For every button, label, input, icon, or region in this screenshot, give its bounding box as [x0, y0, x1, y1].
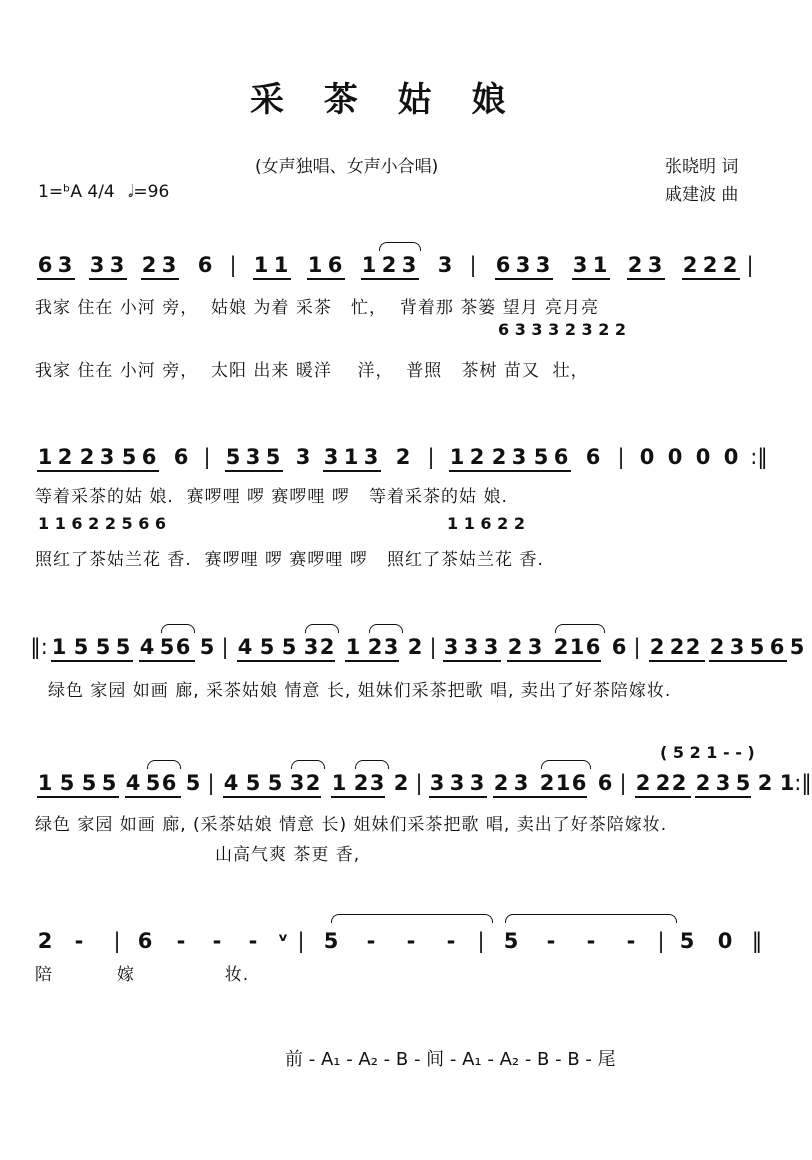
- beam: [125, 796, 181, 798]
- note: 6: [141, 445, 157, 469]
- performance-note: (女声独唱、女声小合唱): [255, 157, 439, 177]
- beam: [141, 278, 179, 280]
- note: 6: [585, 445, 601, 469]
- note: 6: [197, 253, 213, 277]
- final-barline: ‖: [751, 929, 763, 953]
- barline: |: [469, 253, 477, 277]
- note: 2: [493, 771, 509, 795]
- slur: [505, 914, 677, 923]
- slur: [147, 760, 181, 769]
- note: 3: [363, 445, 379, 469]
- note: 1: [253, 253, 269, 277]
- slur: [555, 624, 605, 633]
- beam: [223, 796, 321, 798]
- note: 1: [37, 445, 53, 469]
- note: 5: [225, 445, 241, 469]
- beam: [635, 796, 691, 798]
- note: 2: [491, 445, 507, 469]
- note: 6: [161, 771, 177, 795]
- note: 1: [345, 635, 361, 659]
- slur: [291, 760, 325, 769]
- beam: [51, 660, 133, 662]
- note: 2: [381, 253, 397, 277]
- beam: [331, 796, 385, 798]
- repeat-start: ‖:: [30, 635, 48, 659]
- note: 2: [655, 771, 671, 795]
- notation-row-4: [35, 768, 812, 802]
- barline: |: [207, 771, 215, 795]
- note: 2: [305, 771, 321, 795]
- beam: [361, 278, 419, 280]
- note: 5: [199, 635, 215, 659]
- note: 3: [109, 253, 125, 277]
- note: 6: [175, 635, 191, 659]
- note: 6: [37, 253, 53, 277]
- beam: [507, 660, 601, 662]
- repeat-end: :‖: [794, 771, 812, 795]
- note: 5: [735, 771, 751, 795]
- note: 5: [145, 771, 161, 795]
- lyric-line-1b: 我家 住在 小河 旁， 太阳 出来 暖洋 洋， 普照 茶树 苗又 壮，: [35, 361, 589, 381]
- note: 2: [539, 771, 555, 795]
- lyric-line-2b: 照红了茶姑兰花 香. 赛啰哩 啰 赛啰哩 啰 照红了茶姑兰花 香.: [35, 550, 544, 570]
- note: 3: [729, 635, 745, 659]
- note: 2: [709, 635, 725, 659]
- song-title: 采 茶 姑 娘: [250, 80, 520, 120]
- notation-row-1: [35, 250, 770, 284]
- note: 1: [273, 253, 289, 277]
- lyric-line-4a: 绿色 家园 如画 廊, (采茶姑娘 情意 长) 姐妹们采茶把歌 唱, 卖出了好茶陪嫁妆.: [35, 815, 668, 835]
- note: 3: [535, 253, 551, 277]
- beam: [253, 278, 291, 280]
- note: 2: [757, 771, 773, 795]
- note: 1: [51, 635, 67, 659]
- slur: [369, 624, 403, 633]
- note: 0: [695, 445, 711, 469]
- alt-notes-2a: 1 1 6 2 2 5 6 6: [38, 514, 167, 533]
- beam: [572, 278, 610, 280]
- note: 3: [449, 771, 465, 795]
- ending-notes: ( 5 2 1 - - ): [660, 743, 755, 762]
- note: 1: [307, 253, 323, 277]
- slur: [331, 914, 493, 923]
- slur: [379, 242, 421, 251]
- note: 5: [789, 635, 805, 659]
- repeat-end: :‖: [750, 445, 768, 469]
- note: 3: [715, 771, 731, 795]
- note: -: [366, 929, 376, 953]
- note: 2: [695, 771, 711, 795]
- note: 5: [73, 635, 89, 659]
- note: 3: [295, 445, 311, 469]
- notation-row-3: [30, 632, 805, 666]
- note: 3: [443, 635, 459, 659]
- note: 1: [37, 771, 53, 795]
- beam: [449, 470, 571, 472]
- breath-mark: ᵛ: [277, 929, 289, 953]
- barline: |: [229, 253, 237, 277]
- note: 1: [555, 771, 571, 795]
- lyric-line-2a: 等着采茶的姑 娘. 赛啰哩 啰 赛啰哩 啰 等着采茶的姑 娘.: [35, 487, 508, 507]
- note: 1: [343, 445, 359, 469]
- barline: |: [477, 929, 485, 953]
- tempo-marking: 𝅗𝅥=96: [128, 182, 170, 202]
- note: 3: [303, 635, 319, 659]
- barline: |: [617, 445, 625, 469]
- note: 2: [702, 253, 718, 277]
- slur: [305, 624, 339, 633]
- lyric-line-3: 绿色 家园 如画 廊, 采茶姑娘 情意 长, 姐妹们采茶把歌 唱, 卖出了好茶陪嫁妆.: [48, 681, 672, 701]
- note: 2: [682, 253, 698, 277]
- beam: [323, 470, 381, 472]
- note: 5: [81, 771, 97, 795]
- note: -: [446, 929, 456, 953]
- note: 3: [437, 253, 453, 277]
- note: 6: [585, 635, 601, 659]
- note: 2: [507, 635, 523, 659]
- note: 5: [159, 635, 175, 659]
- slur: [161, 624, 195, 633]
- note: 3: [369, 771, 385, 795]
- composer-credit: 戚建波 曲: [665, 185, 739, 205]
- note: 4: [223, 771, 239, 795]
- beam: [237, 660, 335, 662]
- note: 2: [353, 771, 369, 795]
- barline: |: [429, 635, 437, 659]
- note: 6: [495, 253, 511, 277]
- note: 3: [289, 771, 305, 795]
- note: 5: [185, 771, 201, 795]
- note: 4: [139, 635, 155, 659]
- note: -: [546, 929, 556, 953]
- note: 0: [639, 445, 655, 469]
- beam: [139, 660, 195, 662]
- note: 3: [513, 771, 529, 795]
- note: 2: [627, 253, 643, 277]
- note: 3: [429, 771, 445, 795]
- beam: [493, 796, 587, 798]
- note: -: [406, 929, 416, 953]
- note: -: [212, 929, 222, 953]
- note: 6: [597, 771, 613, 795]
- note: 3: [527, 635, 543, 659]
- beam: [443, 660, 501, 662]
- slur: [541, 760, 591, 769]
- note: 2: [367, 635, 383, 659]
- note: 3: [89, 253, 105, 277]
- note: 0: [723, 445, 739, 469]
- note: 2: [57, 445, 73, 469]
- note: 5: [267, 771, 283, 795]
- note: 2: [393, 771, 409, 795]
- note: 2: [635, 771, 651, 795]
- note: 2: [469, 445, 485, 469]
- note: 3: [511, 445, 527, 469]
- note: 5: [59, 771, 75, 795]
- beam: [429, 796, 487, 798]
- note: 5: [265, 445, 281, 469]
- barline: |: [746, 253, 754, 277]
- beam: [225, 470, 283, 472]
- note: 6: [571, 771, 587, 795]
- note: 2: [407, 635, 423, 659]
- note: 3: [323, 445, 339, 469]
- note: 1: [779, 771, 795, 795]
- note: 5: [95, 635, 111, 659]
- beam: [307, 278, 345, 280]
- note: 2: [37, 929, 53, 953]
- notation-row-5: [35, 926, 770, 960]
- note: 0: [717, 929, 733, 953]
- beam: [37, 470, 159, 472]
- barline: |: [415, 771, 423, 795]
- lyric-line-4b: 山高气爽 茶更 香,: [215, 845, 361, 865]
- note: -: [74, 929, 84, 953]
- note: 5: [503, 929, 519, 953]
- key-signature: 1=ᵇA 4/4: [38, 182, 115, 202]
- note: 2: [319, 635, 335, 659]
- note: 6: [553, 445, 569, 469]
- beam: [627, 278, 665, 280]
- note: 5: [679, 929, 695, 953]
- note: 3: [463, 635, 479, 659]
- note: 4: [125, 771, 141, 795]
- note: -: [626, 929, 636, 953]
- note: 3: [99, 445, 115, 469]
- barline: |: [619, 771, 627, 795]
- note: 1: [331, 771, 347, 795]
- beam: [695, 796, 751, 798]
- note: 2: [649, 635, 665, 659]
- note: 3: [572, 253, 588, 277]
- lyricist-credit: 张晓明 词: [665, 157, 739, 177]
- note: 1: [592, 253, 608, 277]
- note: 5: [533, 445, 549, 469]
- barline: |: [297, 929, 305, 953]
- lyric-line-5: 陪 嫁 妆.: [35, 965, 250, 985]
- note: 3: [245, 445, 261, 469]
- note: 2: [395, 445, 411, 469]
- song-form: 前 - A₁ - A₂ - B - 间 - A₁ - A₂ - B - B - 尾: [285, 1049, 616, 1070]
- note: -: [586, 929, 596, 953]
- note: 5: [101, 771, 117, 795]
- note: 2: [141, 253, 157, 277]
- barline: |: [427, 445, 435, 469]
- note: 3: [401, 253, 417, 277]
- note: 3: [483, 635, 499, 659]
- barline: |: [657, 929, 665, 953]
- note: 1: [569, 635, 585, 659]
- note: 2: [669, 635, 685, 659]
- note: 6: [611, 635, 627, 659]
- note: 1: [449, 445, 465, 469]
- barline: |: [221, 635, 229, 659]
- note: 5: [281, 635, 297, 659]
- note: 5: [121, 445, 137, 469]
- note: 2: [722, 253, 738, 277]
- note: 4: [237, 635, 253, 659]
- alt-notes-1: 6 3 3 3 2 3 2 2: [498, 320, 627, 339]
- note: 5: [245, 771, 261, 795]
- beam: [682, 278, 740, 280]
- note: 5: [259, 635, 275, 659]
- beam: [37, 278, 75, 280]
- note: 6: [327, 253, 343, 277]
- note: 2: [79, 445, 95, 469]
- note: 5: [115, 635, 131, 659]
- note: 2: [671, 771, 687, 795]
- note: 5: [323, 929, 339, 953]
- note: 2: [553, 635, 569, 659]
- beam: [37, 796, 119, 798]
- notation-row-2: [35, 442, 770, 476]
- beam: [649, 660, 705, 662]
- note: 3: [383, 635, 399, 659]
- beam: [345, 660, 399, 662]
- lyric-line-1a: 我家 住在 小河 旁， 姑娘 为着 采茶 忙， 背着那 茶篓 望月 亮月亮: [35, 298, 600, 318]
- note: 2: [685, 635, 701, 659]
- note: 3: [57, 253, 73, 277]
- note: 3: [469, 771, 485, 795]
- beam: [89, 278, 127, 280]
- barline: |: [203, 445, 211, 469]
- note: -: [248, 929, 258, 953]
- note: 6: [769, 635, 785, 659]
- note: 6: [173, 445, 189, 469]
- note: 0: [667, 445, 683, 469]
- barline: |: [633, 635, 641, 659]
- note: 5: [749, 635, 765, 659]
- alt-notes-2b: 1 1 6 2 2: [447, 514, 525, 533]
- beam: [495, 278, 553, 280]
- beam: [709, 660, 787, 662]
- note: 3: [515, 253, 531, 277]
- barline: |: [113, 929, 121, 953]
- note: 1: [361, 253, 377, 277]
- note: 6: [137, 929, 153, 953]
- note: -: [176, 929, 186, 953]
- note: 3: [647, 253, 663, 277]
- note: 3: [161, 253, 177, 277]
- slur: [355, 760, 389, 769]
